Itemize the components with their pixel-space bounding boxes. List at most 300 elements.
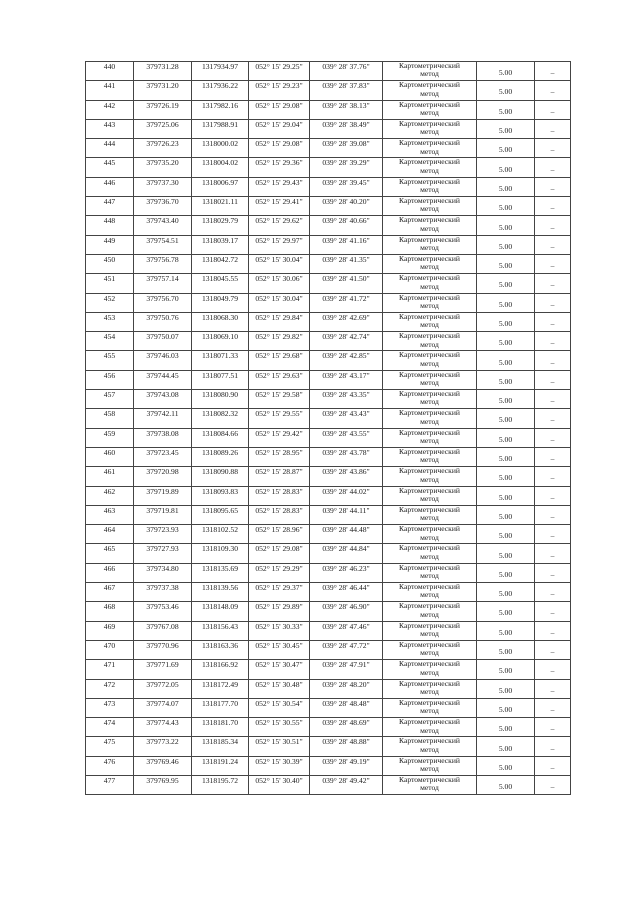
y-coordinate-cell: 1318029.79 bbox=[192, 216, 249, 235]
table-row bbox=[86, 544, 571, 563]
dash-cell: – bbox=[535, 332, 571, 351]
method-text-line1: Картометрический bbox=[399, 138, 460, 148]
x-coordinate-cell: 379727.93 bbox=[134, 544, 192, 563]
point-number-cell: 452 bbox=[86, 293, 134, 312]
method-text-line2: метод bbox=[420, 185, 439, 195]
longitude-cell: 039° 28' 40.20" bbox=[310, 197, 383, 216]
method-text-line2: метод bbox=[420, 629, 439, 639]
point-number-cell: 461 bbox=[86, 467, 134, 486]
x-coordinate-cell: 379737.30 bbox=[134, 177, 192, 196]
table-row bbox=[86, 216, 571, 235]
latitude-cell: 052° 15' 30.40" bbox=[249, 775, 310, 794]
method-cell bbox=[383, 409, 477, 428]
x-coordinate-cell: 379738.08 bbox=[134, 428, 192, 447]
method-cell bbox=[383, 390, 477, 409]
x-coordinate-cell: 379719.89 bbox=[134, 486, 192, 505]
latitude-cell: 052° 15' 30.55" bbox=[249, 718, 310, 737]
y-coordinate-cell: 1318084.66 bbox=[192, 428, 249, 447]
error-cell: 5.00 bbox=[477, 583, 535, 602]
y-coordinate-cell: 1318090.88 bbox=[192, 467, 249, 486]
method-cell bbox=[383, 602, 477, 621]
method-text-line2: метод bbox=[420, 223, 439, 233]
dash-cell: – bbox=[535, 679, 571, 698]
method-text-line2: метод bbox=[420, 474, 439, 484]
x-coordinate-cell: 379769.46 bbox=[134, 756, 192, 775]
longitude-cell: 039° 28' 38.13" bbox=[310, 100, 383, 119]
longitude-cell: 039° 28' 43.43" bbox=[310, 409, 383, 428]
table-row bbox=[86, 486, 571, 505]
method-cell bbox=[383, 756, 477, 775]
dash-cell: – bbox=[535, 409, 571, 428]
method-cell bbox=[383, 679, 477, 698]
method-text-line2: метод bbox=[420, 88, 439, 98]
point-number-cell: 457 bbox=[86, 390, 134, 409]
longitude-cell: 039° 28' 44.02" bbox=[310, 486, 383, 505]
dash-cell: – bbox=[535, 197, 571, 216]
method-text-line2: метод bbox=[420, 127, 439, 137]
dash-cell: – bbox=[535, 718, 571, 737]
point-number-cell: 477 bbox=[86, 775, 134, 794]
method-cell bbox=[383, 332, 477, 351]
dash-cell: – bbox=[535, 351, 571, 370]
point-number-cell: 458 bbox=[86, 409, 134, 428]
method-text-line1: Картометрический bbox=[399, 775, 460, 784]
dash-cell: – bbox=[535, 274, 571, 293]
latitude-cell: 052° 15' 29.55" bbox=[249, 409, 310, 428]
method-text-line1: Картометрический bbox=[399, 370, 460, 379]
y-coordinate-cell: 1318004.02 bbox=[192, 158, 249, 177]
dash-cell: – bbox=[535, 81, 571, 100]
y-coordinate-cell: 1317982.16 bbox=[192, 100, 249, 119]
method-text-line1: Картометрический bbox=[399, 736, 460, 746]
latitude-cell: 052° 15' 29.08" bbox=[249, 544, 310, 563]
table-row bbox=[86, 698, 571, 717]
point-number-cell: 462 bbox=[86, 486, 134, 505]
error-cell: 5.00 bbox=[477, 119, 535, 138]
error-cell: 5.00 bbox=[477, 81, 535, 100]
x-coordinate-cell: 379723.93 bbox=[134, 525, 192, 544]
longitude-cell: 039° 28' 48.88" bbox=[310, 737, 383, 756]
dash-cell: – bbox=[535, 447, 571, 466]
method-text-line1: Картометрический bbox=[399, 157, 460, 167]
method-text-line2: метод bbox=[420, 320, 439, 330]
longitude-cell: 039° 28' 39.08" bbox=[310, 139, 383, 158]
latitude-cell: 052° 15' 30.45" bbox=[249, 640, 310, 659]
x-coordinate-cell: 379771.69 bbox=[134, 660, 192, 679]
point-number-cell: 459 bbox=[86, 428, 134, 447]
point-number-cell: 476 bbox=[86, 756, 134, 775]
method-text-line2: метод bbox=[420, 609, 439, 619]
y-coordinate-cell: 1318135.69 bbox=[192, 563, 249, 582]
dash-cell: – bbox=[535, 235, 571, 254]
longitude-cell: 039° 28' 39.29" bbox=[310, 158, 383, 177]
error-cell: 5.00 bbox=[477, 775, 535, 794]
table-row bbox=[86, 235, 571, 254]
method-text-line1: Картометрический bbox=[399, 543, 460, 553]
point-number-cell: 460 bbox=[86, 447, 134, 466]
point-number-cell: 444 bbox=[86, 139, 134, 158]
dash-cell: – bbox=[535, 119, 571, 138]
method-cell bbox=[383, 467, 477, 486]
table-row bbox=[86, 274, 571, 293]
error-cell: 5.00 bbox=[477, 698, 535, 717]
error-cell: 5.00 bbox=[477, 312, 535, 331]
point-number-cell: 469 bbox=[86, 621, 134, 640]
latitude-cell: 052° 15' 30.33" bbox=[249, 621, 310, 640]
method-text-line2: метод bbox=[420, 397, 439, 407]
x-coordinate-cell: 379750.07 bbox=[134, 332, 192, 351]
method-cell bbox=[383, 640, 477, 659]
x-coordinate-cell: 379736.70 bbox=[134, 197, 192, 216]
longitude-cell: 039° 28' 41.50" bbox=[310, 274, 383, 293]
table-row bbox=[86, 254, 571, 273]
y-coordinate-cell: 1318181.70 bbox=[192, 718, 249, 737]
x-coordinate-cell: 379744.45 bbox=[134, 370, 192, 389]
dash-cell: – bbox=[535, 158, 571, 177]
dash-cell: – bbox=[535, 370, 571, 389]
method-cell bbox=[383, 293, 477, 312]
y-coordinate-cell: 1318049.79 bbox=[192, 293, 249, 312]
latitude-cell: 052° 15' 28.87" bbox=[249, 467, 310, 486]
x-coordinate-cell: 379735.20 bbox=[134, 158, 192, 177]
method-text-line2: метод bbox=[420, 783, 439, 793]
method-text-line2: метод bbox=[420, 667, 439, 677]
point-number-cell: 467 bbox=[86, 583, 134, 602]
point-number-cell: 448 bbox=[86, 216, 134, 235]
dash-cell: – bbox=[535, 139, 571, 158]
table-row bbox=[86, 390, 571, 409]
error-cell: 5.00 bbox=[477, 370, 535, 389]
latitude-cell: 052° 15' 30.48" bbox=[249, 679, 310, 698]
latitude-cell: 052° 15' 30.04" bbox=[249, 254, 310, 273]
method-cell bbox=[383, 197, 477, 216]
method-cell bbox=[383, 544, 477, 563]
method-text-line1: Картометрический bbox=[399, 80, 460, 90]
point-number-cell: 442 bbox=[86, 100, 134, 119]
table-row bbox=[86, 158, 571, 177]
latitude-cell: 052° 15' 29.36" bbox=[249, 158, 310, 177]
latitude-cell: 052° 15' 29.68" bbox=[249, 351, 310, 370]
method-text-line2: метод bbox=[420, 262, 439, 272]
latitude-cell: 052° 15' 29.62" bbox=[249, 216, 310, 235]
longitude-cell: 039° 28' 48.69" bbox=[310, 718, 383, 737]
longitude-cell: 039° 28' 43.86" bbox=[310, 467, 383, 486]
longitude-cell: 039° 28' 42.74" bbox=[310, 332, 383, 351]
error-cell: 5.00 bbox=[477, 158, 535, 177]
error-cell: 5.00 bbox=[477, 274, 535, 293]
longitude-cell: 039° 28' 37.76" bbox=[310, 62, 383, 81]
method-text-line1: Картометрический bbox=[399, 601, 460, 611]
point-number-cell: 447 bbox=[86, 197, 134, 216]
method-text-line2: метод bbox=[420, 706, 439, 716]
y-coordinate-cell: 1318069.10 bbox=[192, 332, 249, 351]
longitude-cell: 039° 28' 46.23" bbox=[310, 563, 383, 582]
longitude-cell: 039° 28' 46.90" bbox=[310, 602, 383, 621]
x-coordinate-cell: 379743.08 bbox=[134, 390, 192, 409]
latitude-cell: 052° 15' 30.47" bbox=[249, 660, 310, 679]
method-cell bbox=[383, 775, 477, 794]
x-coordinate-cell: 379773.22 bbox=[134, 737, 192, 756]
latitude-cell: 052° 15' 29.84" bbox=[249, 312, 310, 331]
longitude-cell: 039° 28' 43.35" bbox=[310, 390, 383, 409]
dash-cell: – bbox=[535, 698, 571, 717]
method-text-line2: метод bbox=[420, 281, 439, 291]
method-text-line1: Картометрический bbox=[399, 215, 460, 225]
table-row bbox=[86, 370, 571, 389]
dash-cell: – bbox=[535, 563, 571, 582]
dash-cell: – bbox=[535, 602, 571, 621]
point-number-cell: 464 bbox=[86, 525, 134, 544]
longitude-cell: 039° 28' 48.48" bbox=[310, 698, 383, 717]
latitude-cell: 052° 15' 28.83" bbox=[249, 486, 310, 505]
latitude-cell: 052° 15' 29.25" bbox=[249, 62, 310, 81]
method-text-line1: Картометрический bbox=[399, 177, 460, 186]
table-row bbox=[86, 660, 571, 679]
method-text-line1: Картометрический bbox=[399, 698, 460, 707]
method-text-line2: метод bbox=[420, 339, 439, 349]
point-number-cell: 468 bbox=[86, 602, 134, 621]
method-text-line2: метод bbox=[420, 300, 439, 310]
method-text-line2: метод bbox=[420, 648, 439, 658]
error-cell: 5.00 bbox=[477, 737, 535, 756]
y-coordinate-cell: 1317934.97 bbox=[192, 62, 249, 81]
method-text-line1: Картометрический bbox=[399, 756, 460, 765]
table-row bbox=[86, 621, 571, 640]
point-number-cell: 450 bbox=[86, 254, 134, 273]
method-cell bbox=[383, 428, 477, 447]
method-cell bbox=[383, 660, 477, 679]
point-number-cell: 453 bbox=[86, 312, 134, 331]
latitude-cell: 052° 15' 29.08" bbox=[249, 100, 310, 119]
dash-cell: – bbox=[535, 640, 571, 659]
table-row bbox=[86, 447, 571, 466]
error-cell: 5.00 bbox=[477, 332, 535, 351]
error-cell: 5.00 bbox=[477, 351, 535, 370]
latitude-cell: 052° 15' 28.96" bbox=[249, 525, 310, 544]
x-coordinate-cell: 379731.28 bbox=[134, 62, 192, 81]
table-row bbox=[86, 119, 571, 138]
dash-cell: – bbox=[535, 756, 571, 775]
longitude-cell: 039° 28' 43.78" bbox=[310, 447, 383, 466]
x-coordinate-cell: 379742.11 bbox=[134, 409, 192, 428]
table-row bbox=[86, 563, 571, 582]
table-row bbox=[86, 583, 571, 602]
table-row bbox=[86, 679, 571, 698]
longitude-cell: 039° 28' 40.66" bbox=[310, 216, 383, 235]
error-cell: 5.00 bbox=[477, 409, 535, 428]
x-coordinate-cell: 379753.46 bbox=[134, 602, 192, 621]
table-row bbox=[86, 312, 571, 331]
y-coordinate-cell: 1318163.36 bbox=[192, 640, 249, 659]
dash-cell: – bbox=[535, 505, 571, 524]
error-cell: 5.00 bbox=[477, 428, 535, 447]
method-cell bbox=[383, 621, 477, 640]
error-cell: 5.00 bbox=[477, 177, 535, 196]
method-text-line1: Картометрический bbox=[399, 621, 460, 630]
point-number-cell: 463 bbox=[86, 505, 134, 524]
latitude-cell: 052° 15' 29.97" bbox=[249, 235, 310, 254]
method-text-line1: Картометрический bbox=[399, 350, 460, 360]
longitude-cell: 039° 28' 44.48" bbox=[310, 525, 383, 544]
error-cell: 5.00 bbox=[477, 525, 535, 544]
table-row bbox=[86, 756, 571, 775]
method-text-line2: метод bbox=[420, 571, 439, 581]
longitude-cell: 039° 28' 46.44" bbox=[310, 583, 383, 602]
method-text-line2: метод bbox=[420, 108, 439, 117]
method-text-line1: Картометрический bbox=[399, 293, 460, 302]
table-row bbox=[86, 737, 571, 756]
y-coordinate-cell: 1317988.91 bbox=[192, 119, 249, 138]
dash-cell: – bbox=[535, 737, 571, 756]
error-cell: 5.00 bbox=[477, 235, 535, 254]
y-coordinate-cell: 1318156.43 bbox=[192, 621, 249, 640]
dash-cell: – bbox=[535, 486, 571, 505]
longitude-cell: 039° 28' 47.91" bbox=[310, 660, 383, 679]
latitude-cell: 052° 15' 29.82" bbox=[249, 332, 310, 351]
x-coordinate-cell: 379746.03 bbox=[134, 351, 192, 370]
longitude-cell: 039° 28' 44.11" bbox=[310, 505, 383, 524]
dash-cell: – bbox=[535, 62, 571, 81]
table-row bbox=[86, 602, 571, 621]
y-coordinate-cell: 1318093.83 bbox=[192, 486, 249, 505]
method-cell bbox=[383, 351, 477, 370]
method-text-line2: метод bbox=[420, 686, 439, 696]
x-coordinate-cell: 379756.78 bbox=[134, 254, 192, 273]
x-coordinate-cell: 379734.80 bbox=[134, 563, 192, 582]
point-number-cell: 451 bbox=[86, 274, 134, 293]
longitude-cell: 039° 28' 47.46" bbox=[310, 621, 383, 640]
dash-cell: – bbox=[535, 660, 571, 679]
method-cell bbox=[383, 139, 477, 158]
error-cell: 5.00 bbox=[477, 216, 535, 235]
x-coordinate-cell: 379770.96 bbox=[134, 640, 192, 659]
dash-cell: – bbox=[535, 100, 571, 119]
y-coordinate-cell: 1318095.65 bbox=[192, 505, 249, 524]
x-coordinate-cell: 379767.08 bbox=[134, 621, 192, 640]
error-cell: 5.00 bbox=[477, 660, 535, 679]
x-coordinate-cell: 379720.98 bbox=[134, 467, 192, 486]
method-text-line1: Картометрический bbox=[399, 196, 460, 206]
y-coordinate-cell: 1318082.32 bbox=[192, 409, 249, 428]
x-coordinate-cell: 379769.95 bbox=[134, 775, 192, 794]
dash-cell: – bbox=[535, 254, 571, 273]
y-coordinate-cell: 1318042.72 bbox=[192, 254, 249, 273]
y-coordinate-cell: 1318021.11 bbox=[192, 197, 249, 216]
point-number-cell: 475 bbox=[86, 737, 134, 756]
dash-cell: – bbox=[535, 177, 571, 196]
y-coordinate-cell: 1318000.02 bbox=[192, 139, 249, 158]
x-coordinate-cell: 379772.05 bbox=[134, 679, 192, 698]
table-row bbox=[86, 775, 571, 794]
error-cell: 5.00 bbox=[477, 756, 535, 775]
y-coordinate-cell: 1318039.17 bbox=[192, 235, 249, 254]
table-row bbox=[86, 467, 571, 486]
method-cell bbox=[383, 119, 477, 138]
x-coordinate-cell: 379731.20 bbox=[134, 81, 192, 100]
method-text-line2: метод bbox=[420, 146, 439, 156]
table-row bbox=[86, 640, 571, 659]
longitude-cell: 039° 28' 37.83" bbox=[310, 81, 383, 100]
error-cell: 5.00 bbox=[477, 563, 535, 582]
y-coordinate-cell: 1318077.51 bbox=[192, 370, 249, 389]
latitude-cell: 052° 15' 28.95" bbox=[249, 447, 310, 466]
method-cell bbox=[383, 525, 477, 544]
longitude-cell: 039° 28' 42.85" bbox=[310, 351, 383, 370]
method-text-line2: метод bbox=[420, 204, 439, 214]
table-row bbox=[86, 100, 571, 119]
x-coordinate-cell: 379719.81 bbox=[134, 505, 192, 524]
method-text-line1: Картометрический bbox=[399, 254, 460, 263]
y-coordinate-cell: 1318166.92 bbox=[192, 660, 249, 679]
error-cell: 5.00 bbox=[477, 718, 535, 737]
table-row bbox=[86, 62, 571, 81]
method-text-line1: Картометрический bbox=[399, 524, 460, 534]
error-cell: 5.00 bbox=[477, 139, 535, 158]
y-coordinate-cell: 1318102.52 bbox=[192, 525, 249, 544]
longitude-cell: 039° 28' 48.20" bbox=[310, 679, 383, 698]
longitude-cell: 039° 28' 43.17" bbox=[310, 370, 383, 389]
method-text-line1: Картометрический bbox=[399, 100, 460, 109]
point-number-cell: 440 bbox=[86, 62, 134, 81]
table-row bbox=[86, 428, 571, 447]
latitude-cell: 052° 15' 29.42" bbox=[249, 428, 310, 447]
method-text-line2: метод bbox=[420, 551, 439, 561]
dash-cell: – bbox=[535, 312, 571, 331]
latitude-cell: 052° 15' 29.37" bbox=[249, 583, 310, 602]
x-coordinate-cell: 379774.43 bbox=[134, 718, 192, 737]
method-text-line2: метод bbox=[420, 590, 439, 600]
method-cell bbox=[383, 312, 477, 331]
table-row bbox=[86, 177, 571, 196]
point-number-cell: 470 bbox=[86, 640, 134, 659]
x-coordinate-cell: 379725.06 bbox=[134, 119, 192, 138]
longitude-cell: 039° 28' 43.55" bbox=[310, 428, 383, 447]
method-text-line1: Картометрический bbox=[399, 408, 460, 418]
point-number-cell: 445 bbox=[86, 158, 134, 177]
method-text-line2: метод bbox=[420, 513, 439, 523]
latitude-cell: 052° 15' 29.43" bbox=[249, 177, 310, 196]
method-text-line1: Картометрический bbox=[399, 679, 460, 688]
longitude-cell: 039° 28' 41.72" bbox=[310, 293, 383, 312]
point-number-cell: 443 bbox=[86, 119, 134, 138]
dash-cell: – bbox=[535, 544, 571, 563]
table-row bbox=[86, 293, 571, 312]
longitude-cell: 039° 28' 42.69" bbox=[310, 312, 383, 331]
method-text-line1: Картометрический bbox=[399, 717, 460, 727]
method-cell bbox=[383, 254, 477, 273]
y-coordinate-cell: 1318080.90 bbox=[192, 390, 249, 409]
method-text-line1: Картометрический bbox=[399, 331, 460, 341]
method-text-line2: метод bbox=[420, 165, 439, 175]
longitude-cell: 039° 28' 41.35" bbox=[310, 254, 383, 273]
latitude-cell: 052° 15' 29.29" bbox=[249, 563, 310, 582]
error-cell: 5.00 bbox=[477, 679, 535, 698]
method-cell bbox=[383, 486, 477, 505]
latitude-cell: 052° 15' 30.39" bbox=[249, 756, 310, 775]
longitude-cell: 039° 28' 49.42" bbox=[310, 775, 383, 794]
table-row bbox=[86, 197, 571, 216]
method-text-line1: Картометрический bbox=[399, 119, 460, 128]
method-text-line2: метод bbox=[420, 243, 439, 253]
dash-cell: – bbox=[535, 621, 571, 640]
method-cell bbox=[383, 100, 477, 119]
method-text-line2: метод bbox=[420, 725, 439, 735]
table-row bbox=[86, 409, 571, 428]
table-row bbox=[86, 332, 571, 351]
longitude-cell: 039° 28' 49.19" bbox=[310, 756, 383, 775]
method-text-line1: Картометрический bbox=[399, 235, 460, 244]
table-row bbox=[86, 81, 571, 100]
